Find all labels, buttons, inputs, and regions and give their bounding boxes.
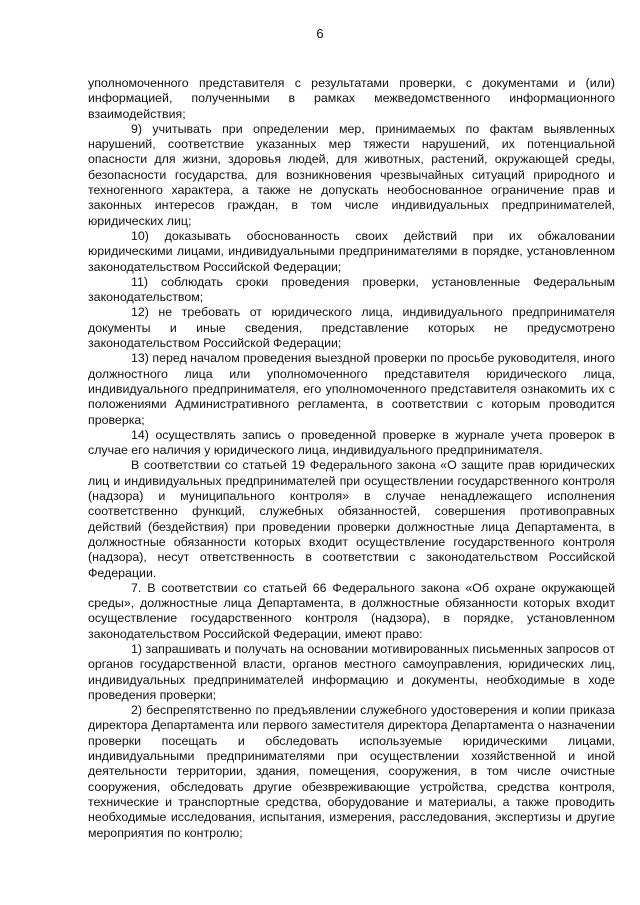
document-body [88, 76, 615, 841]
paragraph-item-10: 10) доказывать обоснованность своих действий при их обжаловании юридическими лицами, индивидуальными предпринимателями в порядке, установленном законодательством Российской Федерации; [88, 228, 615, 274]
paragraph-right-1: 1) запрашивать и получать на основании мотивированных письменных запросов от органов государственной власти, органов местного самоуправления, юридических лиц, индивидуальных предпринимателей информацию и документы, необходимые в ходе проведения проверки; [88, 641, 615, 702]
paragraph-item-14: 14) осуществлять запись о проведенной проверке в журнале учета проверок в случае его наличия у юридического лица, индивидуального предпринимателя. [88, 427, 615, 458]
paragraph-continuation: уполномоченного представителя с результатами проверки, с документами и (или) информацией, полученными в рамках межведомственного информационного взаимодействия; [88, 76, 615, 121]
paragraph-right-2: 2) беспрепятственно по предъявлении служебного удостоверения и копии приказа директора Департамента или первого заместителя директора Департамента о назначении проверки посещать и обследовать используемые юридическими лицами, индивидуальными предпринимателями при осуществлении хозяйственной и иной деятельности территории, здания, помещения, сооружения, в том числе очистные сооружения, обследовать другие обезвреживающие устройства, средства контроля, технические и транспортные средства, оборудование и материалы, а также проводить необходимые исследования, испытания, измерения, расследования, экспертизы и другие мероприятия по контролю; [88, 703, 615, 840]
page-number: 6 [316, 26, 324, 41]
paragraph-section-7: 7. В соответствии со статьей 66 Федерального закона «Об охране окружающей среды», должностные лица Департамента, в должностные обязанности которых входит осуществление государственного контроля (надзора), в порядке, установленном законодательством Российской Федерации, имеют право: [88, 580, 615, 641]
paragraph-item-13: 13) перед началом проведения выездной проверки по просьбе руководителя, иного должностного лица или уполномоченного представителя юридического лица, индивидуального предпринимателя, его уполномоченного представителя ознакомить их с положениями Административного регламента, в соответствии с которым проводится проверка; [88, 351, 615, 427]
paragraph-item-12: 12) не требовать от юридического лица, индивидуального предпринимателя документы и иные сведения, представление которых не предусмотрено законодательством Российской Федерации; [88, 305, 615, 351]
paragraph-item-11: 11) соблюдать сроки проведения проверки, установленные Федеральным законодательством; [88, 274, 615, 305]
paragraph-item-9: 9) учитывать при определении мер, принимаемых по фактам выявленных нарушений, соответствие указанных мер тяжести нарушений, их потенциальной опасности для жизни, здоровья людей, для животных, растений, окружающей среды, безопасности государства, для возникновения чрезвычайных ситуаций природного и техногенного характера, а также не допускать необоснованное ограничение прав и законных интересов граждан, в том числе индивидуальных предпринимателей, юридических лиц; [88, 121, 615, 228]
paragraph-liability: В соответствии со статьей 19 Федерального закона «О защите прав юридических лиц и индивидуальных предпринимателей при осуществлении государственного контроля (надзора) и муниципального контроля» в случае ненадлежащего исполнения соответственно функций, служебных обязанностей, совершения противоправных действий (бездействия) при проведении проверки должностные лица Департамента, в должностные обязанности которых входит осуществление государственного контроля (надзора), несут ответственность в соответствии с законодательством Российской Федерации. [88, 458, 615, 580]
